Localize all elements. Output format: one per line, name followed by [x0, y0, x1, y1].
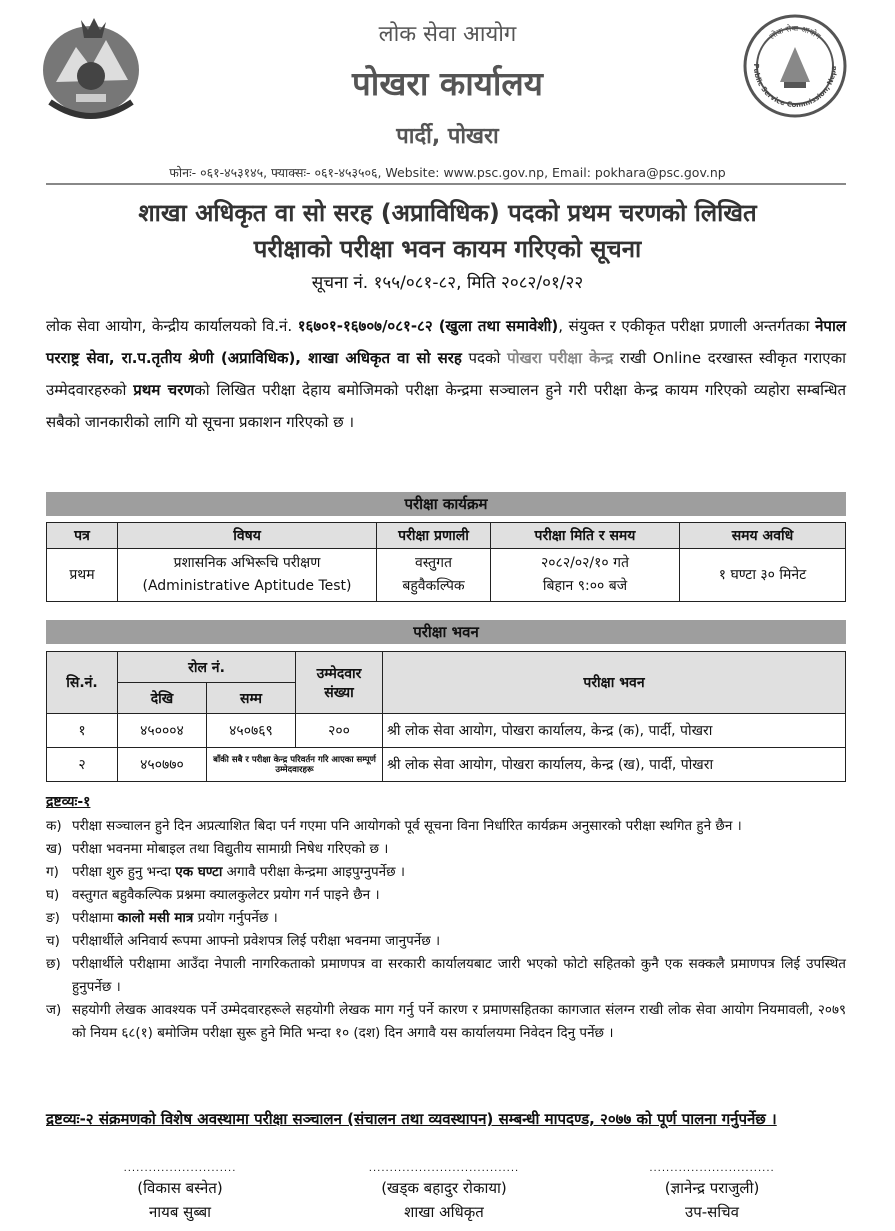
- signature-block: [344, 1162, 544, 1224]
- intro-text: लोक सेवा आयोग, केन्द्रीय कार्यालयको वि.नं.: [46, 317, 298, 335]
- col-date: परीक्षा मिति र समय: [491, 523, 680, 549]
- item-marker: क): [46, 818, 62, 834]
- item-text: परीक्षार्थीले अनिवार्य रूपमा आफ्नो प्रवेशपत्र लिई परीक्षा भवनमा जानुपर्नेछ ।: [72, 933, 441, 949]
- roll-to-cell: ४५०७६९: [207, 714, 296, 748]
- item-marker: छ): [46, 956, 61, 972]
- notes2: द्रष्टव्यः-२ संक्रमणको विशेष अवस्थामा परीक्षा सञ्चालन (संचालन तथा व्यवस्थापन) सम्बन्धी मापदण्ड, २०७७ को पूर्ण पालना गर्नुपर्नेछ ।: [46, 1110, 777, 1128]
- signatory-name: (विकास बस्नेत): [137, 1179, 223, 1197]
- item-marker: ङ): [46, 910, 60, 926]
- item-text-post: अगावै परीक्षा केन्द्रमा आइपुग्नुपर्नेछ ।: [222, 864, 405, 880]
- post-name: नेपाल परराष्ट्र सेवा, रा.प.तृतीय श्रेणी (अप्राविधिक), शाखा अधिकृत वा सो सरह: [46, 317, 847, 367]
- item-text: परीक्षार्थीले परीक्षामा आउँदा नेपाली नागरिकताको प्रमाणपत्र वा सरकारी कार्यालयबाट जारी भएको फोटो सहितको कुनै एक सक्कलै प्रमाणपत्र लिई उपस्थित हुनुपर्नेछ ।: [72, 956, 846, 995]
- col-paper: पत्र: [47, 523, 118, 549]
- list-item: [46, 838, 846, 861]
- system-cell: [377, 549, 491, 602]
- signature-block: [612, 1162, 812, 1224]
- signatory-title: नायब सुब्बा: [148, 1203, 212, 1221]
- list-item: [46, 930, 846, 953]
- col-subject: विषय: [118, 523, 377, 549]
- roll-to-cell: बाँकी सबै र परीक्षा केन्द्र परिवर्तन गरि आएका सम्पूर्ण उम्मेदवारहरू: [207, 748, 383, 782]
- subject-en: (Administrative Aptitude Test): [142, 578, 352, 594]
- duration-cell: १ घण्टा ३० मिनेट: [680, 549, 846, 602]
- notice-title: [0, 195, 895, 267]
- venue-cell: श्री लोक सेवा आयोग, पोखरा कार्यालय, केन्द्र (ख), पार्दी, पोखरा: [383, 748, 846, 782]
- system-line-2: बहुवैकल्पिक: [402, 578, 465, 594]
- item-text: सहयोगी लेखक आवश्यक पर्ने उम्मेदवारहरूले सहयोगी लेखक माग गर्नु पर्ने कारण र प्रमाणसहितका कागजात संलग्न राखी लोक सेवा आयोग नियमावली, २०७९ को नियम ६८(१) बमोजिम परीक्षा सुरू हुने मिति भन्दा १० (दश) दिन अगावै यस कार्यालयमा निवेदन दिनु पर्नेछ ।: [72, 1002, 846, 1041]
- item-marker: च): [46, 933, 60, 949]
- system-line-1: वस्तुगत: [414, 555, 453, 571]
- col-count-line-1: उम्मेदवार: [316, 665, 362, 682]
- org-name: लोक सेवा आयोग: [378, 22, 517, 47]
- item-text: परीक्षा सञ्चालन हुने दिन अप्रत्याशित बिदा पर्न गएमा पनि आयोगको पूर्व सूचना विना निर्धारित कार्यक्रम अनुसारको परीक्षा स्थगित हुने छैन ।: [72, 818, 742, 834]
- roll-from-cell: ४५०००४: [118, 714, 207, 748]
- signatory-name: (खड्क बहादुर रोकाया): [381, 1179, 507, 1197]
- item-text-bold: कालो मसी मात्र: [117, 910, 194, 926]
- intro-text: , संयुक्त र एकीकृत परीक्षा प्रणाली अन्तर्गतका: [558, 317, 816, 335]
- col-count-line-2: संख्या: [324, 684, 354, 701]
- signature-line: ...........................: [123, 1163, 237, 1174]
- col-roll: रोल नं.: [118, 652, 296, 683]
- title-line-1: शाखा अधिकृत वा सो सरह (अप्राविधिक) पदको प्रथम चरणको लिखित: [138, 199, 757, 227]
- date-cell: [491, 549, 680, 602]
- exam-center: पोखरा परीक्षा केन्द्र: [507, 349, 614, 367]
- notes1-list: [46, 815, 846, 1045]
- contact-info: फोनः- ०६१-४५३१४५, फ्याक्सः- ०६१-४५३५०६, Website: www.psc.gov.np, Email: pokhara@psc.gov.np: [169, 165, 726, 180]
- signatory-name: (ज्ञानेन्द्र पराजुली): [664, 1179, 760, 1197]
- exam-time: बिहान ९:०० बजे: [542, 578, 628, 594]
- item-marker: ग): [46, 864, 59, 880]
- list-item: [46, 884, 846, 907]
- table-row: [47, 748, 846, 782]
- schedule-table: [46, 522, 846, 602]
- seal-text-bottom: Public Service Commission, Nepa: [751, 63, 839, 110]
- item-text: परीक्षा भवनमा मोबाइल तथा विद्युतीय सामाग्री निषेध गरिएको छ ।: [72, 841, 389, 857]
- item-marker: ख): [46, 841, 63, 857]
- exam-phase: प्रथम चरण: [133, 381, 195, 399]
- venue-cell: श्री लोक सेवा आयोग, पोखरा कार्यालय, केन्द्र (क), पार्दी, पोखरा: [383, 714, 846, 748]
- col-count: [296, 652, 383, 714]
- roll-from-cell: ४५०७७०: [118, 748, 207, 782]
- col-from: देखि: [118, 683, 207, 714]
- sn-cell: २: [47, 748, 118, 782]
- intro-text: को लिखित परीक्षा देहाय बमोजिमको परीक्षा केन्द्रमा सञ्चालन हुने गरी परीक्षा केन्द्र कायम गरिएको व्यहोरा सम्बन्धित सबैको जानकारीको लागि यो सूचना प्रकाशन गरिएको छ ।: [46, 381, 846, 431]
- intro-paragraph: [46, 310, 846, 438]
- col-system: परीक्षा प्रणाली: [377, 523, 491, 549]
- list-item: [46, 999, 846, 1045]
- list-item: [46, 953, 846, 999]
- title-line-2: परीक्षाको परीक्षा भवन कायम गरिएको सूचना: [253, 235, 642, 263]
- exam-date: २०८२/०२/१० गते: [541, 555, 629, 571]
- item-marker: ज): [46, 1002, 62, 1018]
- signatory-title: उप-सचिव: [684, 1203, 740, 1221]
- signature-line: ..............................: [649, 1163, 775, 1174]
- venue-heading: परीक्षा भवन: [46, 620, 846, 644]
- table-row: [47, 549, 846, 602]
- item-text-pre: परीक्षा शुरु हुनु भन्दा: [72, 864, 176, 880]
- item-text: [72, 907, 846, 930]
- table-header-row: [47, 652, 846, 683]
- list-item: [46, 907, 846, 930]
- count-cell: २००: [296, 714, 383, 748]
- advertisement-number: १६७०१-१६७०७/०८१-८२ (खुला तथा समावेशी): [297, 317, 559, 335]
- col-to: सम्म: [207, 683, 296, 714]
- item-text: [72, 861, 846, 884]
- venue-table: [46, 651, 846, 782]
- intro-text: पदको: [461, 349, 508, 367]
- subject-cell: [118, 549, 377, 602]
- list-item: [46, 815, 846, 838]
- signature-line: ....................................: [368, 1163, 520, 1174]
- schedule-heading: परीक्षा कार्यक्रम: [46, 492, 846, 516]
- col-venue: परीक्षा भवन: [383, 652, 846, 714]
- item-text-pre: परीक्षामा: [72, 910, 118, 926]
- item-text-bold: एक घण्टा: [175, 864, 223, 880]
- subject-np: प्रशासनिक अभिरूचि परीक्षण: [173, 555, 321, 571]
- signatory-title: शाखा अधिकृत: [404, 1203, 484, 1221]
- paper-cell: प्रथम: [47, 549, 118, 602]
- sn-cell: १: [47, 714, 118, 748]
- table-header-row: [47, 523, 846, 549]
- list-item: [46, 861, 846, 884]
- header-divider: [46, 183, 846, 185]
- office-location: पार्दी, पोखरा: [396, 124, 499, 149]
- col-duration: समय अवधि: [680, 523, 846, 549]
- notes1-heading: द्रष्टव्यः-१: [46, 794, 91, 810]
- item-marker: घ): [46, 887, 60, 903]
- intro-text: राखी Online दरखास्त स्वीकृत गराएका उम्मेदवारहरुको: [46, 349, 846, 399]
- notice-number: सूचना नं. १५५/०८१-८२, मिति २०८२/०१/२२: [311, 273, 584, 293]
- signature-block: [80, 1162, 280, 1224]
- table-row: [47, 714, 846, 748]
- seal-text-top: लोक सेवा आयोग: [767, 23, 823, 42]
- col-sn: सि.नं.: [47, 652, 118, 714]
- item-text: वस्तुगत बहुवैकल्पिक प्रश्नमा क्यालकुलेटर प्रयोग गर्न पाइने छैन ।: [72, 887, 380, 903]
- item-text-post: प्रयोग गर्नुपर्नेछ ।: [193, 910, 278, 926]
- office-name: पोखरा कार्यालय: [352, 64, 543, 103]
